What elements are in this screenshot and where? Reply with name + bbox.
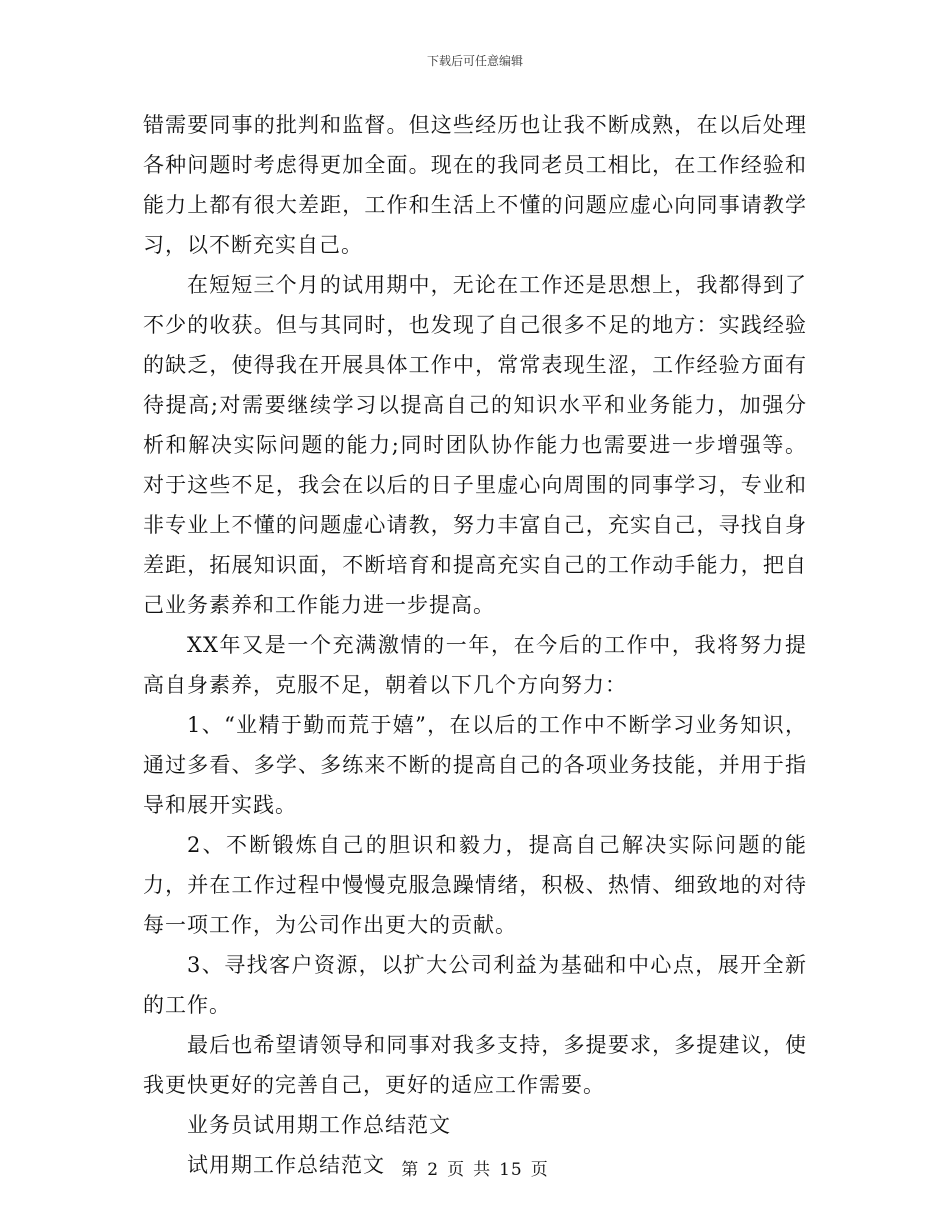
related-title-2: 试用期工作总结范文 xyxy=(187,1153,385,1177)
paragraph-goal-3: 3、寻找客户资源，以扩大公司利益为基础和中心点，展开全新的工作。 xyxy=(143,953,807,1017)
footer-page-word: 页 xyxy=(447,1160,466,1180)
page-number-footer xyxy=(0,1155,950,1180)
footer-suffix: 页 xyxy=(530,1160,549,1180)
paragraph-probation-reflection: 在短短三个月的试用期中，无论在工作还是思想上，我都得到了不少的收获。但与其同时，也发现了自己很多不足的地方：实践经验的缺乏，使得我在开展具体工作中，常常表现生涩，工作经验方面有待提高;对需要继续学习以提高自己的知识水平和业务能力，加强分析和解决实际问题的能力;同时团队协作能力也需要进一步增强等。对于这些不足，我会在以后的日子里虚心向周围的同事学习，专业和非专业上不懂的问题虚心请教，努力丰富自己，充实自己，寻找自身差距，拓展知识面，不断培育和提高充实自己的工作动手能力，把自己业务素养和工作能力进一步提高。 xyxy=(143,273,807,617)
paragraph-goal-2: 2、不断锻炼自己的胆识和毅力，提高自己解决实际问题的能力，并在工作过程中慢慢克服急躁情绪，积极、热情、细致地的对待每一项工作，为公司作出更大的贡献。 xyxy=(143,833,807,937)
paragraph-goal-1: 1、“业精于勤而荒于嬉”，在以后的工作中不断学习业务知识，通过多看、多学、多练来不断的提高自己的各项业务技能，并用于指导和展开实践。 xyxy=(143,713,807,817)
related-title-1: 业务员试用期工作总结范文 xyxy=(187,1113,451,1137)
footer-prefix: 第 xyxy=(401,1160,420,1180)
footer-total-pages: 15 xyxy=(499,1160,523,1180)
footer-total-word: 共 xyxy=(473,1160,492,1180)
page-header-note: 下载后可任意编辑 xyxy=(426,54,523,68)
document-body xyxy=(143,105,807,1185)
paragraph-continuation: 错需要同事的批判和监督。但这些经历也让我不断成熟，在以后处理各种问题时考虑得更加全面。现在的我同老员工相比，在工作经验和能力上都有很大差距，工作和生活上不懂的问题应虚心向同事请教学习，以不断充实自己。 xyxy=(143,113,807,257)
footer-current-page: 2 xyxy=(427,1160,440,1180)
paragraph-year-plan-intro: XX年又是一个充满激情的一年，在今后的工作中，我将努力提高自身素养，克服不足，朝着以下几个方向努力： xyxy=(143,633,807,697)
paragraph-closing: 最后也希望请领导和同事对我多支持，多提要求，多提建议，使我更快更好的完善自己，更好的适应工作需要。 xyxy=(143,1033,807,1097)
